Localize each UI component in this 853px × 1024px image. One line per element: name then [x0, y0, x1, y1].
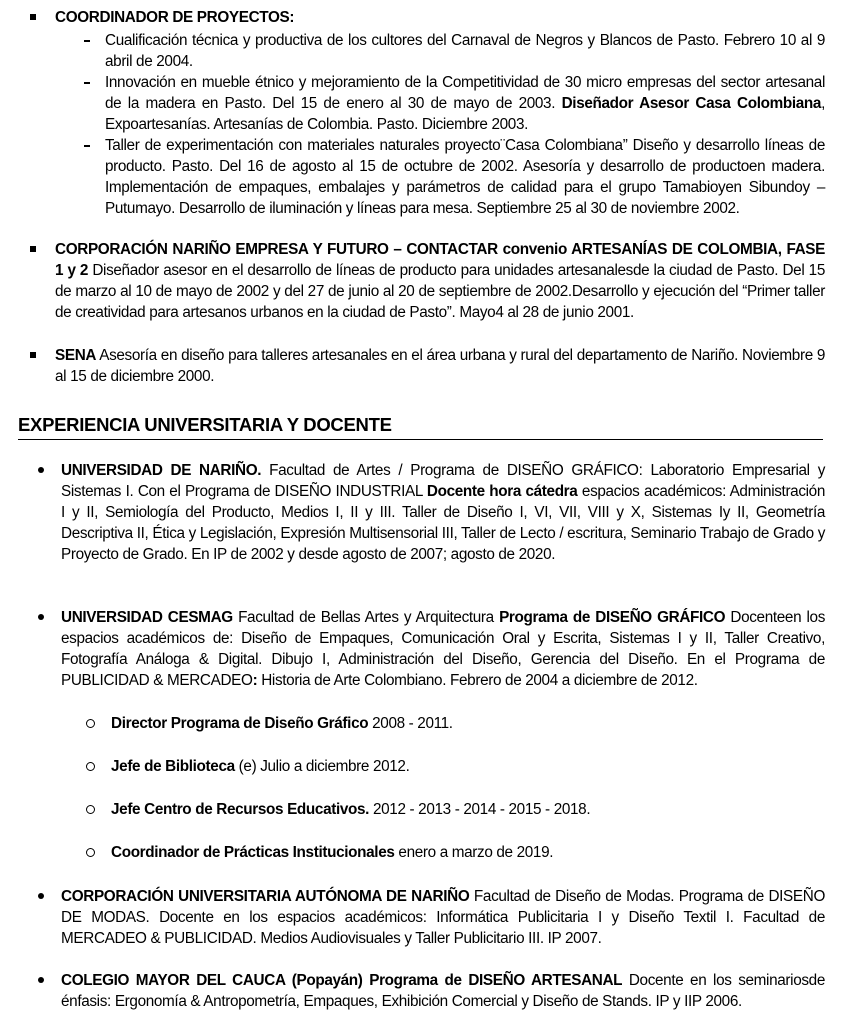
- round-bullet-icon: [38, 614, 44, 620]
- square-bullet-icon: [30, 14, 36, 20]
- circle-bullet-icon: [86, 848, 95, 857]
- cesmag-role: Jefe Centro de Recursos Educativos. 2012 - 2013 - 2014 - 2015 - 2018.: [111, 801, 591, 818]
- square-bullet-icon: [30, 246, 36, 252]
- coordinador-title: COORDINADOR DE PROYECTOS:: [55, 9, 295, 26]
- autonoma-entry: CORPORACIÓN UNIVERSITARIA AUTÓNOMA DE NARIÑO Facultad de Diseño de Modas. Programa de DISEÑO DE MODAS. Docente en los espacios académicos: Informática Publicitaria I y Diseño Textil I. Facultad de MERCADEO & PUBLICIDAD. Medios Audiovisuales y Taller Publicitario III. IP 2007.: [61, 888, 825, 947]
- udenar-entry: UNIVERSIDAD DE NARIÑO. Facultad de Artes / Programa de DISEÑO GRÁFICO: Laboratorio Empresarial y Sistemas I. Con el Programa de DISEÑO INDUSTRIAL Docente hora cátedra espacios académicos: Administración I y II, Semiología del Producto, Medios I, II y III. Taller de Diseño I, VI, VII, VIII y X, Sistemas Iy II, Geometría Descriptiva II, Ética y Legislación, Expresión Multisensorial III, Taller de Lecto / escritura, Seminario Trabajo de Grado y Proyecto de Grado. En IP de 2002 y desde agosto de 2007; agosto de 2020.: [61, 462, 826, 563]
- round-bullet-icon: [38, 977, 44, 983]
- circle-bullet-icon: [86, 719, 95, 728]
- section-heading: EXPERIENCIA UNIVERSITARIA Y DOCENTE: [18, 414, 392, 435]
- dash-bullet-icon: [84, 40, 90, 42]
- cesmag-role: Director Programa de Diseño Gráfico 2008 - 2011.: [111, 715, 453, 732]
- coordinador-item-3: Taller de experimentación con materiales naturales proyecto¨Casa Colombiana” Diseño y desarrollo líneas de producto. Pasto. Del 16 de agosto al 15 de octubre de 2002. Asesoría y desarrollo de productoen madera. Implementación de empaques, embalajes y parámetros de calidad para el grupo Tamabioyen Sibundoy – Putumayo. Desarrollo de iluminación y líneas para mesa. Septiembre 25 al 30 de noviembre 2002.: [105, 137, 825, 217]
- square-bullet-icon: [30, 352, 36, 358]
- dash-bullet-icon: [84, 82, 90, 84]
- corporacion-entry: CORPORACIÓN NARIÑO EMPRESA Y FUTURO – CONTACTAR convenio ARTESANÍAS DE COLOMBIA, FASE 1 y 2 Diseñador asesor en el desarrollo de líneas de producto para unidades artesanalesde la ciudad de Pasto. Del 15 de marzo al 10 de mayo de 2002 y del 27 de junio al 20 de septiembre de 2002.Desarrollo y ejecución del “Primer taller de creatividad para artesanos urbanos en la ciudad de Pasto”. Mayo4 al 28 de junio 2001.: [55, 241, 825, 321]
- round-bullet-icon: [38, 467, 44, 473]
- cesmag-role: Coordinador de Prácticas Institucionales enero a marzo de 2019.: [111, 844, 554, 861]
- round-bullet-icon: [38, 893, 44, 899]
- sena-entry: SENA Asesoría en diseño para talleres artesanales en el área urbana y rural del departamento de Nariño. Noviembre 9 al 15 de diciembre 2000.: [55, 347, 825, 385]
- circle-bullet-icon: [86, 762, 95, 771]
- heading-underline: [18, 439, 823, 440]
- circle-bullet-icon: [86, 805, 95, 814]
- coordinador-item-1: Cualificación técnica y productiva de los cultores del Carnaval de Negros y Blancos de Pasto. Febrero 10 al 9 abril de 2004.: [105, 32, 825, 70]
- cesmag-entry: UNIVERSIDAD CESMAG Facultad de Bellas Artes y Arquitectura Programa de DISEÑO GRÁFICO Docenteen los espacios académicos de: Diseño de Empaques, Comunicación Oral y Escrita, Sistemas I y II, Taller Creativo, Fotografía Análoga & Digital. Dibujo I, Administración del Diseño, Gerencia del Diseño. En el Programa de PUBLICIDAD & MERCADEO: Historia de Arte Colombiano. Febrero de 2004 a diciembre de 2012.: [61, 609, 825, 689]
- colegio-entry: COLEGIO MAYOR DEL CAUCA (Popayán) Programa de DISEÑO ARTESANAL Docente en los seminariosde énfasis: Ergonomía & Antropometría, Empaques, Exhibición Comercial y Diseño de Stands. IP y IIP 2006.: [61, 972, 825, 1010]
- cesmag-role: Jefe de Biblioteca (e) Julio a diciembre 2012.: [111, 758, 410, 775]
- dash-bullet-icon: [84, 145, 90, 147]
- coordinador-item-2: Innovación en mueble étnico y mejoramiento de la Competitividad de 30 micro empresas del sector artesanal de la madera en Pasto. Del 15 de enero al 30 de mayo de 2003. Diseñador Asesor Casa Colombiana, Expoartesanías. Artesanías de Colombia. Pasto. Diciembre 2003.: [105, 74, 825, 133]
